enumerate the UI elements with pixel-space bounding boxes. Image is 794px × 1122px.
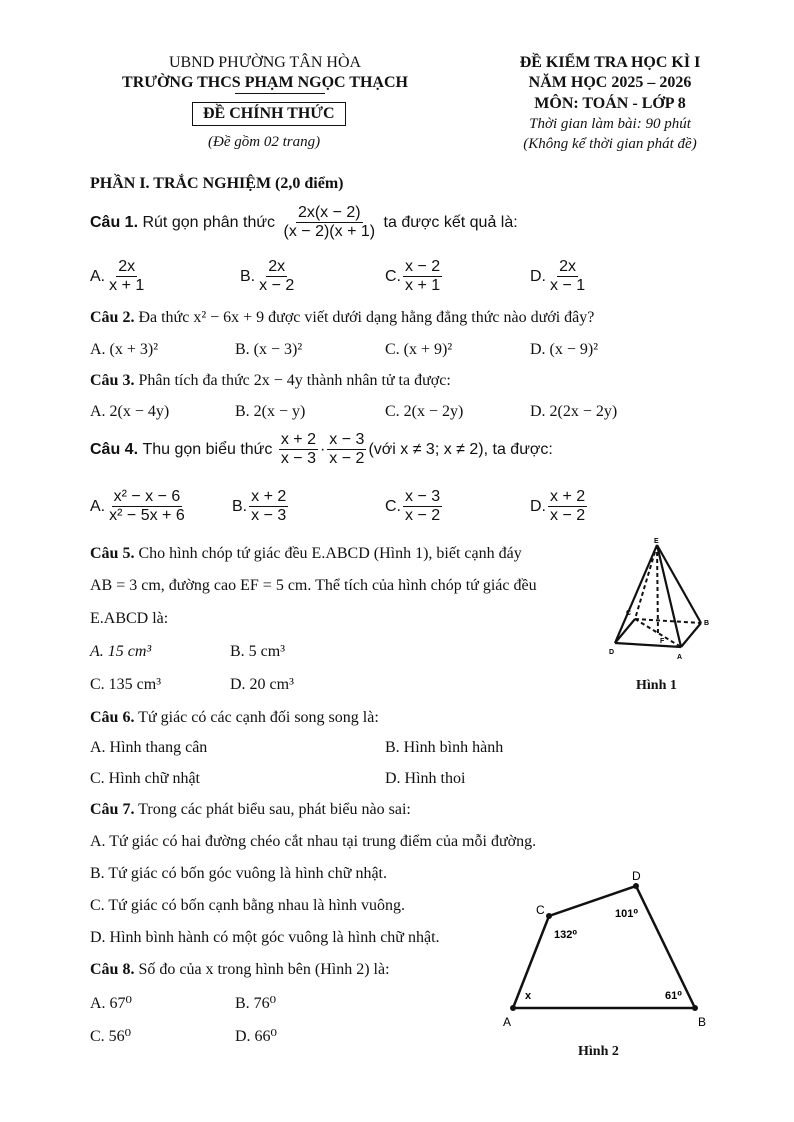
school-underline xyxy=(235,93,325,94)
denominator: x² − 5x + 6 xyxy=(109,507,185,525)
q7-option-b[interactable]: B. Tứ giác có bốn góc vuông là hình chữ nhật. xyxy=(90,865,387,882)
question-label: Câu 5. xyxy=(90,545,135,562)
numerator: x + 2 xyxy=(249,488,288,507)
point-d: D xyxy=(632,869,641,883)
edge-ea xyxy=(657,545,681,647)
question-label: Câu 7. xyxy=(90,801,135,818)
edge-ed xyxy=(615,545,657,643)
question-2 xyxy=(90,309,594,327)
school-year: NĂM HỌC 2025 – 2026 xyxy=(528,74,692,91)
denominator: x − 2 xyxy=(550,507,586,525)
denominator: (x − 2)(x + 1) xyxy=(283,223,376,241)
q5-option-b[interactable]: B. 5 cm³ xyxy=(230,643,286,660)
numerator: x + 2 xyxy=(548,488,587,507)
denominator: x − 3 xyxy=(280,450,316,468)
q6-option-d[interactable]: D. Hình thoi xyxy=(385,770,466,787)
point-a: A xyxy=(677,654,683,661)
angle-b-label: 61⁰ xyxy=(665,990,683,1002)
numerator: x − 3 xyxy=(327,431,366,450)
q2-option-a[interactable]: A. (x + 3)² xyxy=(90,341,159,358)
point-c: C xyxy=(536,903,545,917)
q2-option-c[interactable]: C. (x + 9)² xyxy=(385,341,453,358)
q7-option-c[interactable]: C. Tứ giác có bốn cạnh bằng nhau là hình vuông. xyxy=(90,897,405,914)
numerator: x² − x − 6 xyxy=(112,488,183,507)
figure-2-caption: Hình 2 xyxy=(578,1044,619,1059)
question-5-line2: AB = 3 cm, đường cao EF = 5 cm. Thể tích của hình chóp tứ giác đều xyxy=(90,577,537,594)
angle-d-label: 101⁰ xyxy=(615,908,639,920)
q4-option-c[interactable] xyxy=(385,488,444,526)
point-b: B xyxy=(704,620,710,627)
question-label: Câu 2. xyxy=(90,309,135,326)
vertex-a xyxy=(510,1005,516,1011)
vertex-d xyxy=(633,883,639,889)
q5-option-a[interactable]: A. 15 cm³ xyxy=(90,643,152,660)
question-8 xyxy=(90,961,390,979)
q2-option-b[interactable]: B. (x − 3)² xyxy=(235,341,303,358)
option-key: D. xyxy=(530,497,546,515)
official-exam-box: ĐỀ CHÍNH THỨC xyxy=(192,102,346,126)
q4-option-d[interactable] xyxy=(530,488,589,526)
q8-option-a[interactable]: A. 67⁰ xyxy=(90,995,132,1012)
section-title: PHẦN I. TRẮC NGHIỆM (2,0 điểm) xyxy=(90,175,344,192)
q8-option-c[interactable]: C. 56⁰ xyxy=(90,1028,132,1045)
numerator: 2x xyxy=(557,258,578,277)
point-f: F xyxy=(660,638,665,645)
vertex-b xyxy=(692,1005,698,1011)
denominator: x − 2 xyxy=(405,507,441,525)
pyramid-figure xyxy=(605,535,725,665)
point-e: E xyxy=(654,538,659,545)
point-c: C xyxy=(626,610,632,617)
q1-option-c[interactable] xyxy=(385,258,444,296)
edge-da xyxy=(615,643,681,647)
q4-option-b[interactable] xyxy=(232,488,290,526)
q6-option-c[interactable]: C. Hình chữ nhật xyxy=(90,770,200,787)
q2-option-d[interactable]: D. (x − 9)² xyxy=(530,341,599,358)
denominator: x − 3 xyxy=(251,507,287,525)
question-text: Số đo của x trong hình bên (Hình 2) là: xyxy=(138,961,390,978)
question-text: Phân tích đa thức 2x − 4y thành nhân tử ta được: xyxy=(138,372,451,389)
question-label: Câu 4. xyxy=(90,440,139,458)
question-6 xyxy=(90,709,379,727)
denominator: x − 2 xyxy=(259,277,295,295)
question-3 xyxy=(90,372,451,390)
question-7 xyxy=(90,801,411,819)
numerator: x − 3 xyxy=(403,488,442,507)
q1-option-b[interactable] xyxy=(240,258,298,296)
point-d: D xyxy=(609,649,615,656)
denominator: x + 1 xyxy=(405,277,441,295)
edge-eb xyxy=(657,545,701,623)
q3-option-c[interactable]: C. 2(x − 2y) xyxy=(385,403,464,420)
edge-dc xyxy=(615,619,635,643)
question-text: Rút gọn phân thức xyxy=(142,213,276,231)
q3-option-a[interactable]: A. 2(x − 4y) xyxy=(90,403,170,420)
question-text: Cho hình chóp tứ giác đều E.ABCD (Hình 1), biết cạnh đáy xyxy=(138,545,522,562)
edge-cb xyxy=(635,619,701,623)
angle-a-label: x xyxy=(525,990,532,1002)
multiply-dot: · xyxy=(319,440,326,458)
numerator: x − 2 xyxy=(403,258,442,277)
exam-title: ĐỀ KIỂM TRA HỌC KÌ I xyxy=(519,54,701,71)
pages-note: (Đề gồm 02 trang) xyxy=(208,134,321,150)
fraction xyxy=(548,258,587,296)
numerator: 2x xyxy=(116,258,137,277)
denominator: x − 2 xyxy=(329,450,365,468)
option-key: A. xyxy=(90,497,106,515)
q8-option-b[interactable]: B. 76⁰ xyxy=(235,995,277,1012)
question-text: Trong các phát biểu sau, phát biểu nào sai: xyxy=(138,801,411,818)
numerator: 2x(x − 2) xyxy=(296,204,363,223)
q7-option-a[interactable]: A. Tứ giác có hai đường chéo cắt nhau tại trung điểm của mỗi đường. xyxy=(90,833,537,850)
fraction xyxy=(257,258,296,296)
q8-option-d[interactable]: D. 66⁰ xyxy=(235,1028,277,1045)
fraction xyxy=(107,488,187,526)
school-authority: UBND PHƯỜNG TÂN HÒA xyxy=(168,54,362,71)
question-1 xyxy=(90,204,518,242)
question-text: Thu gọn biểu thức xyxy=(142,440,273,458)
vertex-c xyxy=(546,913,552,919)
question-5-line3: E.ABCD là: xyxy=(90,610,169,627)
fraction xyxy=(403,488,442,526)
point-a: A xyxy=(503,1015,512,1029)
fraction xyxy=(548,488,587,526)
q7-option-d[interactable]: D. Hình bình hành có một góc vuông là hình chữ nhật. xyxy=(90,929,440,946)
q3-option-b[interactable]: B. 2(x − y) xyxy=(235,403,306,420)
school-name: TRƯỜNG THCS PHẠM NGỌC THẠCH xyxy=(122,74,408,91)
q1-option-a[interactable] xyxy=(90,258,148,296)
exam-time-note: (Không kể thời gian phát đề) xyxy=(523,136,697,152)
option-key: D. xyxy=(530,267,546,285)
edge-ec xyxy=(635,545,657,619)
q1-option-d[interactable] xyxy=(530,258,589,296)
option-key: A. xyxy=(90,267,106,285)
question-tail: (với x ≠ 3; x ≠ 2), ta được: xyxy=(368,440,553,458)
q6-option-b[interactable]: B. Hình bình hành xyxy=(385,739,504,756)
question-5 xyxy=(90,545,522,563)
numerator: x + 2 xyxy=(279,431,318,450)
question-4 xyxy=(90,431,553,469)
quadrilateral-figure xyxy=(495,866,725,1041)
fraction xyxy=(249,488,288,526)
option-key: C. xyxy=(385,497,401,515)
q6-option-a[interactable]: A. Hình thang cân xyxy=(90,739,208,756)
denominator: x + 1 xyxy=(109,277,145,295)
exam-time: Thời gian làm bài: 90 phút xyxy=(529,116,691,132)
q3-option-d[interactable]: D. 2(2x − 2y) xyxy=(530,403,618,420)
q5-option-c[interactable]: C. 135 cm³ xyxy=(90,676,162,693)
edge-ab xyxy=(681,623,701,647)
question-label: Câu 8. xyxy=(90,961,135,978)
figure-1-caption: Hình 1 xyxy=(636,678,677,693)
fraction xyxy=(282,204,378,242)
fraction xyxy=(403,258,442,296)
option-key: B. xyxy=(240,267,256,285)
numerator: 2x xyxy=(266,258,287,277)
q4-option-a[interactable] xyxy=(90,488,189,526)
denominator: x − 1 xyxy=(550,277,586,295)
question-label: Câu 6. xyxy=(90,709,135,726)
question-label: Câu 1. xyxy=(90,213,139,231)
point-b: B xyxy=(698,1015,707,1029)
question-text: Tứ giác có các cạnh đối song song là: xyxy=(138,709,379,726)
angle-c-label: 132⁰ xyxy=(554,929,578,941)
q5-option-d[interactable]: D. 20 cm³ xyxy=(230,676,294,693)
fraction xyxy=(107,258,146,296)
question-text: Đa thức x² − 6x + 9 được viết dưới dạng hằng đẳng thức nào dưới đây? xyxy=(138,309,595,326)
question-tail: ta được kết quả là: xyxy=(383,213,518,231)
option-key: C. xyxy=(385,267,401,285)
option-key: B. xyxy=(232,497,248,515)
question-label: Câu 3. xyxy=(90,372,135,389)
fraction xyxy=(327,431,366,469)
fraction xyxy=(279,431,318,469)
subject: MÔN: TOÁN - LỚP 8 xyxy=(534,95,686,112)
